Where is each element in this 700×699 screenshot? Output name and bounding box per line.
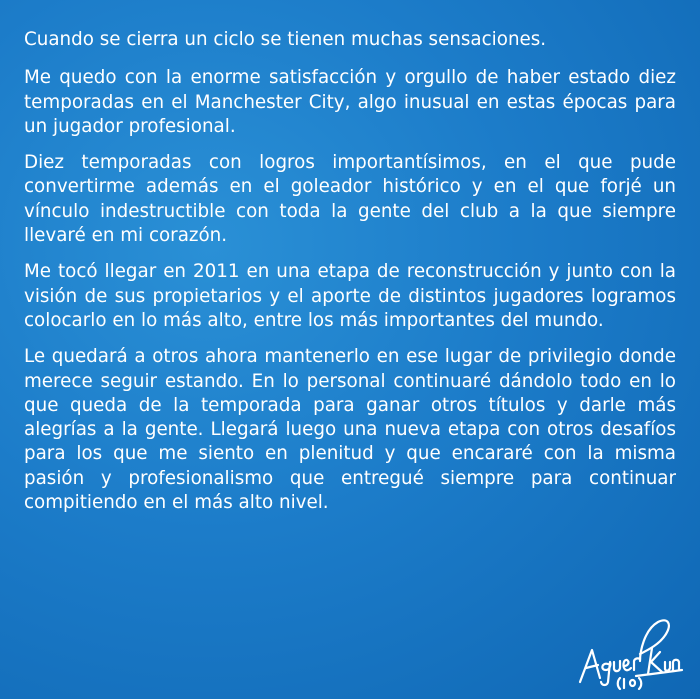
paragraph-5: Le quedará a otros ahora mantenerlo en ese lugar de privilegio donde merece seguir estando. En lo personal continuaré dándolo todo en lo que queda de la temporada para ganar otros títulos y darle más alegrías a la gente. Llegará luego una nueva etapa con otros desafíos para los que me siento en plenitud y que encararé con la misma pasión y profesionalismo que entregué siempre para continuar compitiendo en el más alto nivel. (24, 346, 676, 514)
paragraph-3: Diez temporadas con logros importantísimos, en el que pude convertirme además en el goleador histórico y en el que forjé un vínculo indestructible con toda la gente del club a la que siempre llevaré en mi corazón. (24, 152, 676, 247)
paragraph-1: Cuando se cierra un ciclo se tienen muchas sensaciones. (24, 29, 547, 50)
paragraph-4: Me tocó llegar en 2011 en una etapa de reconstrucción y junto con la visión de sus propietarios y el aporte de distintos jugadores logramos colocarlo en lo más alto, entre los más importantes del mundo. (24, 261, 676, 331)
handwritten-signature (574, 612, 686, 690)
statement-text (24, 28, 676, 527)
paragraph-2: Me quedo con la enorme satisfacción y orgullo de haber estado diez temporadas en el Manchester City, algo inusual en estas épocas para un jugador profesional. (24, 67, 676, 137)
